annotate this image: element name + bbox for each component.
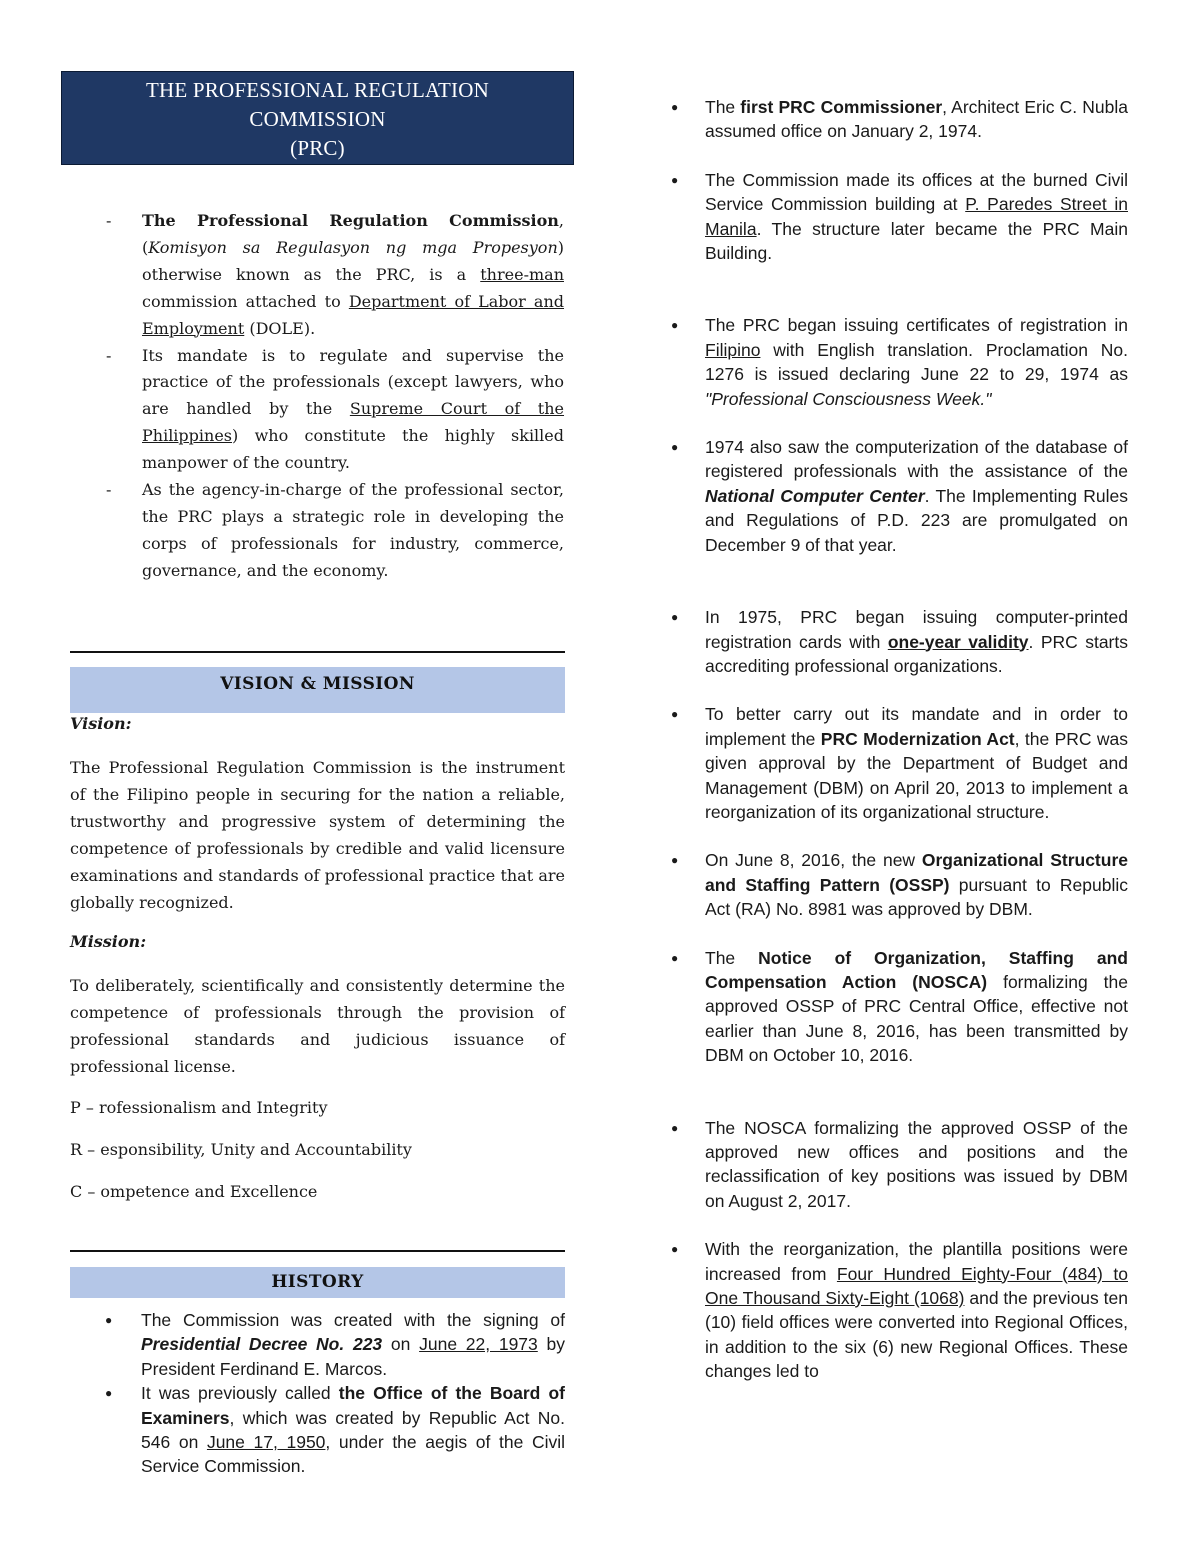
timeline-item-6 bbox=[671, 702, 1128, 824]
value-p: P – rofessionalism and Integrity bbox=[70, 1098, 328, 1117]
timeline-underline: P. Paredes Street in Manila bbox=[705, 194, 1128, 239]
history-item-2 bbox=[105, 1381, 565, 1479]
timeline-text: To better carry out its mandate and in order to implement the bbox=[705, 704, 1128, 749]
history-text: on bbox=[382, 1334, 420, 1355]
intro-underline: three-man bbox=[480, 264, 564, 284]
timeline-item-8 bbox=[671, 946, 1128, 1068]
timeline-text: , Architect Eric C. Nubla assumed office on January 2, 1974. bbox=[705, 97, 1128, 142]
history-text: , which was created by Republic Act No. 546 on bbox=[141, 1407, 565, 1453]
timeline-text: The bbox=[705, 97, 741, 117]
value-r: R – esponsibility, Unity and Accountability bbox=[70, 1140, 412, 1159]
timeline-underline: Filipino bbox=[705, 339, 761, 360]
timeline-text: The PRC began issuing certificates of registration in bbox=[705, 315, 1128, 336]
history-text: It was previously called bbox=[141, 1383, 339, 1404]
intro-item-2 bbox=[106, 343, 564, 478]
timeline-item-9: ● The NOSCA formalizing the approved OSSP of the approved new offices and positions and the reclassification of key positions was issued by DBM on August 2, 2017. bbox=[671, 1116, 1128, 1214]
intro-underline: Supreme Court of the Philippines bbox=[142, 399, 565, 446]
section-divider bbox=[70, 651, 565, 653]
timeline-text: In 1975, PRC began issuing computer-printed registration cards with bbox=[705, 607, 1128, 652]
vision-label: Vision: bbox=[70, 714, 132, 733]
title-line-3: (PRC) bbox=[290, 136, 345, 160]
title-line-2: COMMISSION bbox=[249, 107, 386, 131]
intro-text: ) otherwise known as the PRC, is a bbox=[142, 237, 564, 284]
history-bold: the Office of the Board of Examiners bbox=[141, 1383, 565, 1428]
timeline-text: On June 8, 2016, the new bbox=[705, 850, 922, 871]
mission-label: Mission: bbox=[70, 932, 147, 951]
timeline-text: . PRC starts accrediting professional organizations. bbox=[705, 631, 1128, 676]
mission-text: To deliberately, scientifically and consistently determine the competence of professionals through the provision of professional standards and judicious issuance of professional license. bbox=[70, 976, 565, 1076]
timeline-item-7 bbox=[671, 848, 1128, 921]
history-underline: June 17, 1950 bbox=[206, 1432, 326, 1453]
timeline-text: With the reorganization, the plantilla positions were increased from bbox=[705, 1239, 1128, 1284]
title-line-1: THE PROFESSIONAL REGULATION bbox=[146, 78, 489, 102]
timeline-bold: PRC Modernization Act bbox=[820, 728, 1015, 749]
timeline-bold: Organizational Structure and Staffing Pattern (OSSP) bbox=[705, 850, 1128, 895]
timeline-bold: Notice of Organization, Staffing and Compensation Action (NOSCA) bbox=[705, 947, 1128, 992]
timeline-text: The Commission made its offices at the burned Civil Service Commission building at bbox=[705, 169, 1128, 215]
timeline-text: The bbox=[705, 947, 759, 968]
history-text: by President Ferdinand E. Marcos. bbox=[141, 1334, 565, 1379]
intro-text: , ( bbox=[142, 211, 564, 257]
history-list bbox=[105, 1308, 565, 1479]
timeline-item-5 bbox=[671, 605, 1128, 678]
timeline-italic: "Professional Consciousness Week." bbox=[705, 388, 992, 409]
vision-mission-heading: VISION & MISSION bbox=[70, 667, 565, 713]
intro-underline: Department of Labor and Employment bbox=[142, 291, 565, 338]
history-bold-italic: Presidential Decree No. 223 bbox=[141, 1334, 383, 1355]
section-divider bbox=[70, 1250, 565, 1252]
vision-text: The Professional Regulation Commission is the instrument of the Filipino people in securing for the nation a reliable, trustworthy and progressive system of determining the competence of professionals by credible and valid licensure examinations and standards of professional practice that are globally recognized. bbox=[70, 758, 565, 912]
intro-list bbox=[106, 208, 564, 585]
timeline-text: , the PRC was given approval by the Department of Budget and Management (DBM) on April 20, 2013 to implement a reorganization of its organizational structure. bbox=[705, 728, 1128, 822]
timeline-bold: first PRC Commissioner bbox=[740, 97, 943, 117]
intro-text: ) who constitute the highly skilled manpower of the country. bbox=[142, 426, 564, 473]
history-text: , under the aegis of the Civil Service Commission. bbox=[141, 1432, 565, 1477]
intro-item-1 bbox=[106, 208, 564, 343]
timeline-text: . The structure later became the PRC Main Building. bbox=[705, 218, 1128, 264]
value-c: C – ompetence and Excellence bbox=[70, 1182, 318, 1201]
history-continued-list bbox=[671, 95, 1128, 1384]
timeline-text: formalizing the approved OSSP of PRC Central Office, effective not earlier than June 8, 2016, has been transmitted by DBM on October 10, 2016. bbox=[705, 971, 1128, 1066]
history-underline: June 22, 1973 bbox=[419, 1334, 538, 1355]
timeline-underline: Four Hundred Eighty-Four (484) to One Thousand Sixty-Eight (1068) bbox=[705, 1263, 1128, 1309]
intro-filipino-name: Komisyon sa Regulasyon ng mga Propesyon bbox=[148, 237, 558, 257]
history-text: The Commission was created with the signing of bbox=[141, 1310, 565, 1330]
intro-bold-term: The Professional Regulation Commission bbox=[142, 211, 559, 230]
timeline-item-3 bbox=[671, 313, 1128, 411]
timeline-text: . The Implementing Rules and Regulations of P.D. 223 are promulgated on December 9 of that year. bbox=[705, 485, 1128, 555]
history-heading: HISTORY bbox=[70, 1267, 565, 1298]
timeline-bold-underline: one-year validity bbox=[887, 631, 1029, 652]
timeline-text: with English translation. Proclamation No. 1276 is issued declaring June 22 to 29, 1974 as bbox=[705, 339, 1128, 385]
intro-text: (DOLE). bbox=[244, 318, 316, 338]
timeline-text: pursuant to Republic Act (RA) No. 8981 was approved by DBM. bbox=[705, 874, 1128, 920]
timeline-item-1 bbox=[671, 95, 1128, 144]
intro-text: Its mandate is to regulate and supervise the practice of the professionals (except lawyers, who are handled by the bbox=[142, 345, 564, 419]
timeline-text: 1974 also saw the computerization of the database of registered professionals with the assistance of the bbox=[705, 437, 1128, 482]
timeline-item-10 bbox=[671, 1237, 1128, 1383]
timeline-text: and the previous ten (10) field offices were converted into Regional Offices, in addition to the six (6) new Regional Offices. These changes led to bbox=[705, 1288, 1128, 1382]
document-title-box bbox=[61, 71, 574, 165]
timeline-bold-italic: National Computer Center bbox=[705, 485, 925, 506]
timeline-item-4 bbox=[671, 435, 1128, 557]
intro-text: commission attached to bbox=[142, 291, 349, 311]
timeline-item-2 bbox=[671, 168, 1128, 266]
intro-item-3: - As the agency-in-charge of the professional sector, the PRC plays a strategic role in developing the corps of professionals for industry, commerce, governance, and the economy. bbox=[106, 477, 564, 585]
history-item-1 bbox=[105, 1308, 565, 1381]
